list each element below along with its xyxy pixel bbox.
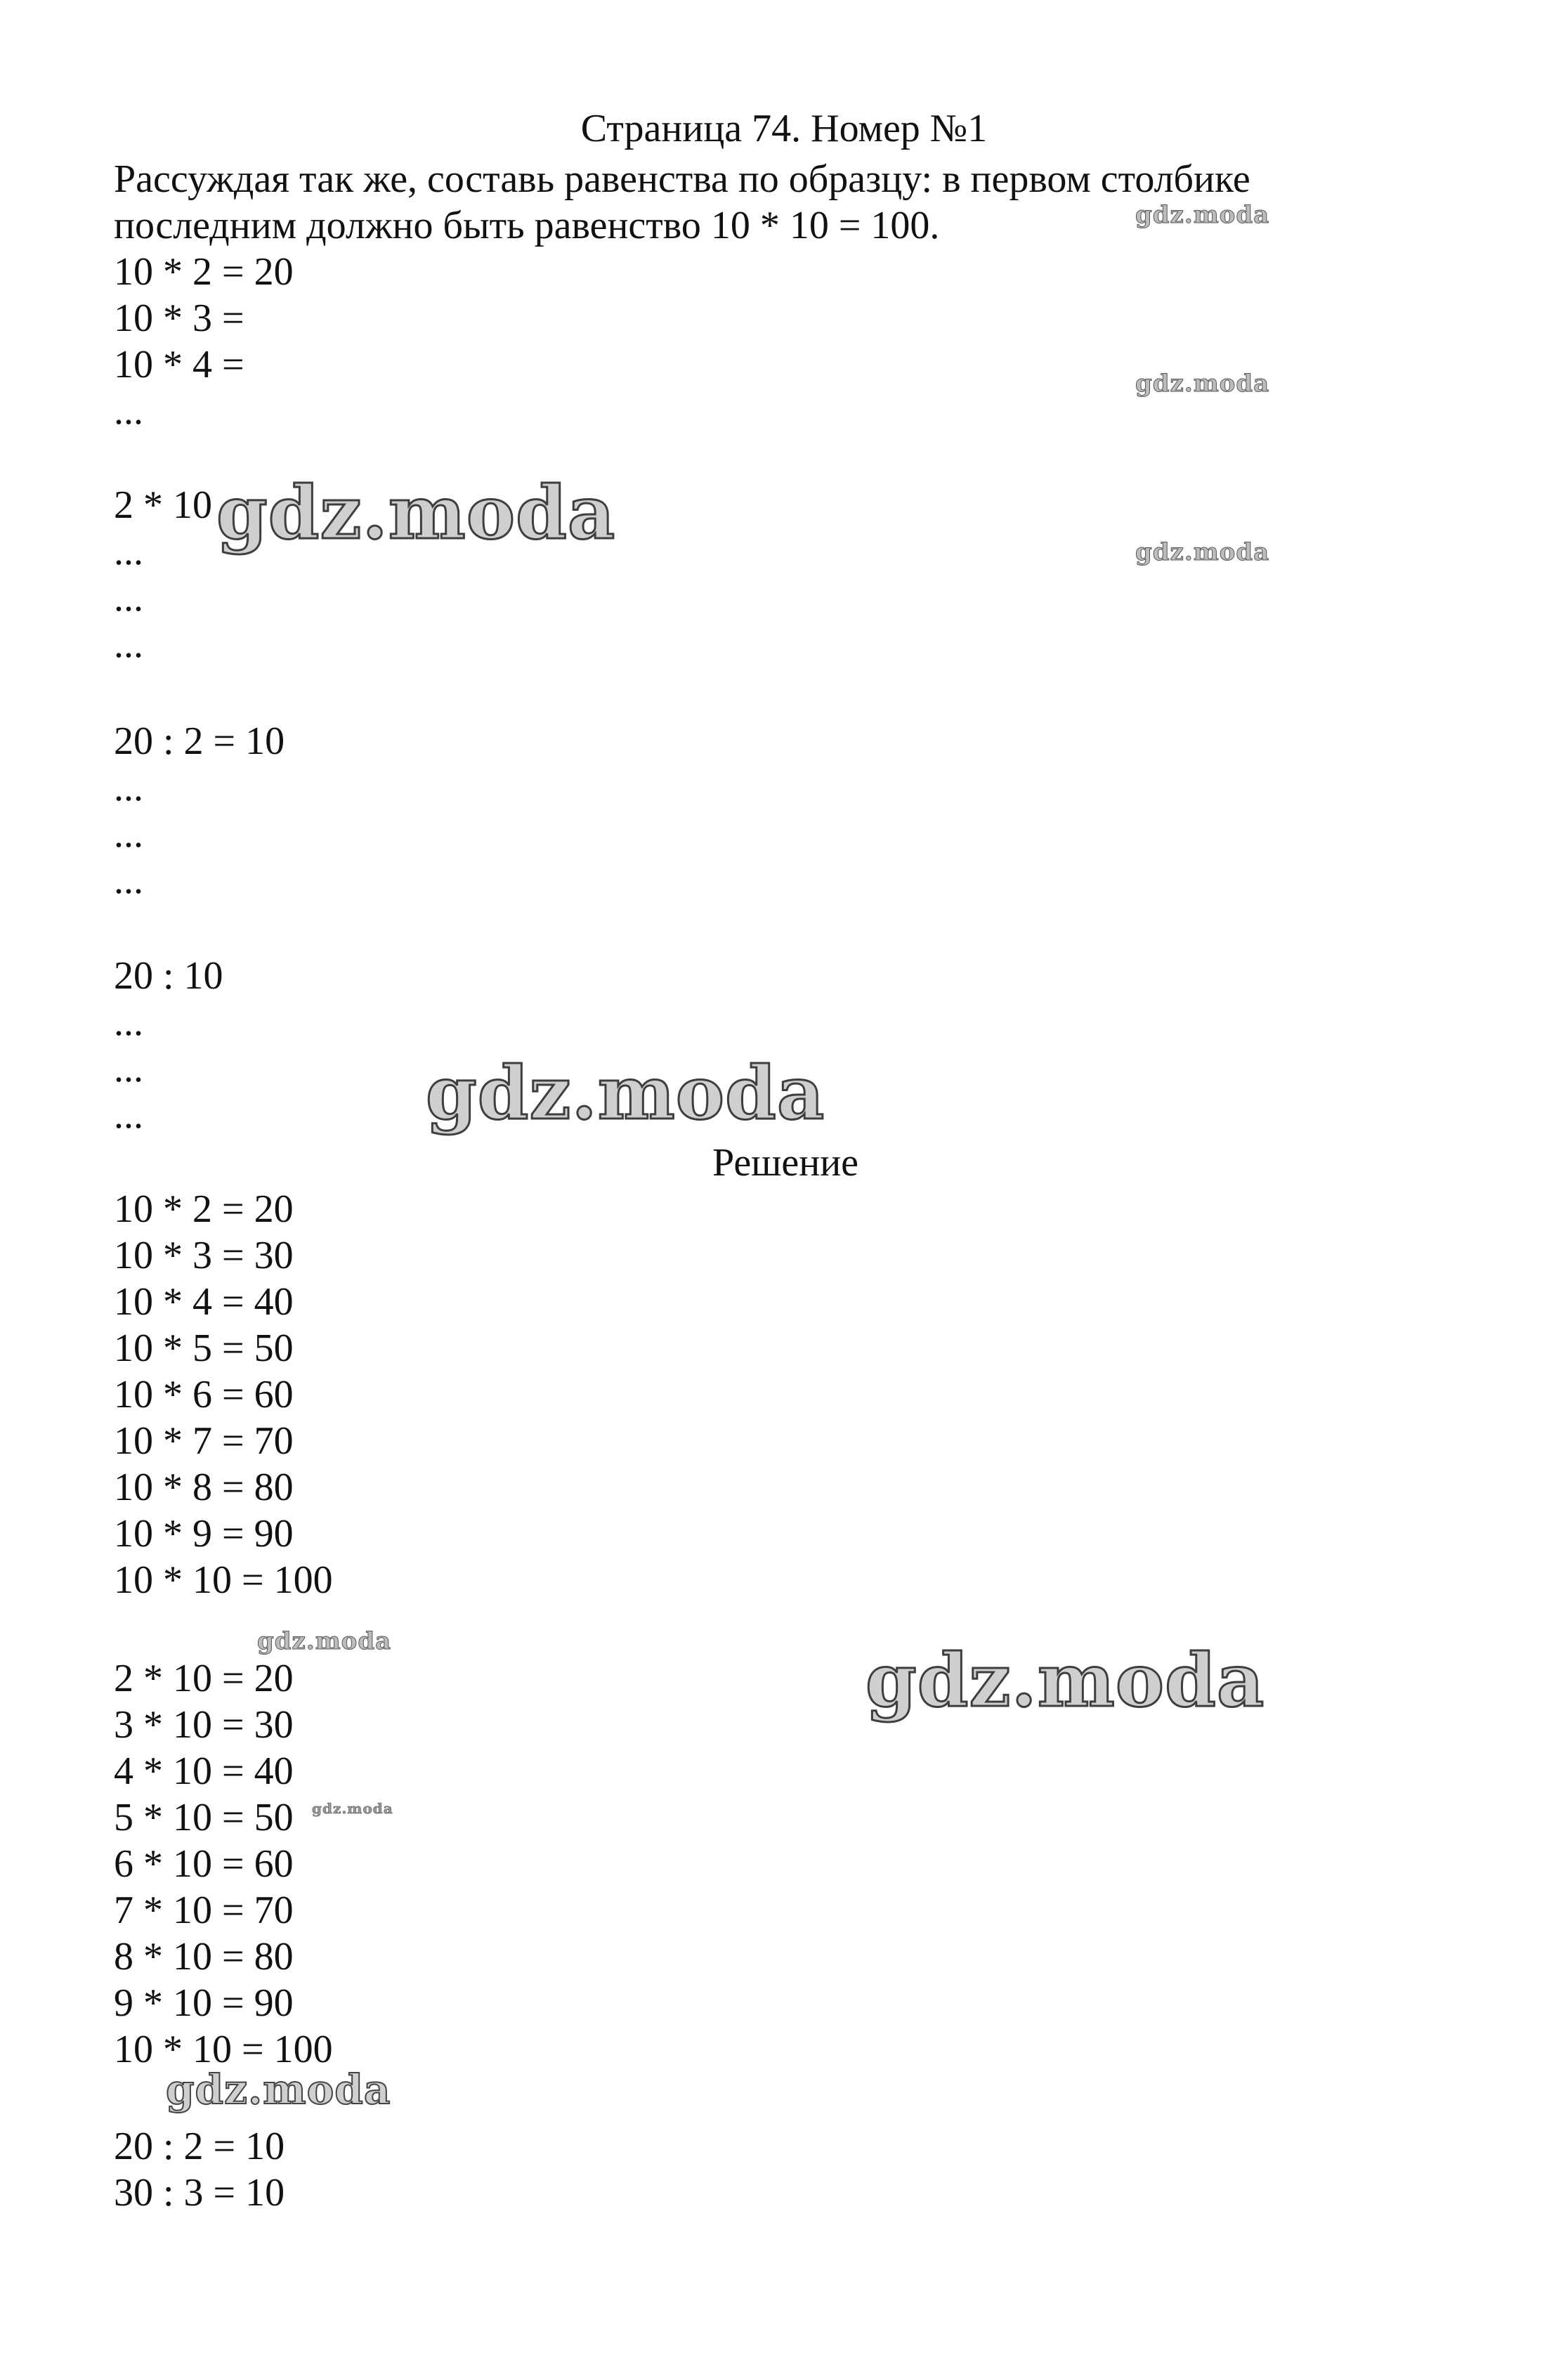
equation-line: 2 * 10 — [114, 483, 212, 527]
equation-line: 10 * 5 = 50 — [114, 1326, 294, 1370]
problem-block-2 — [114, 482, 212, 667]
equation-line: 10 * 2 = 20 — [114, 1187, 294, 1231]
equation-line: 2 * 10 = 20 — [114, 1657, 294, 1700]
task-statement — [114, 156, 1250, 249]
equation-line: 10 * 4 = 40 — [114, 1280, 294, 1324]
ellipsis-line: ... — [114, 859, 143, 902]
watermark-logo: gdz.moda — [1135, 538, 1270, 566]
equation-line: 20 : 10 — [114, 954, 223, 998]
solution-block-3 — [114, 2123, 285, 2216]
equation-line: 4 * 10 = 40 — [114, 1749, 294, 1793]
problem-block-4 — [114, 953, 223, 1138]
equation-line: 10 * 4 = — [114, 343, 244, 386]
ellipsis-line: ... — [114, 622, 143, 666]
watermark-logo: gdz.moda — [1135, 201, 1270, 229]
ellipsis-line: ... — [114, 1000, 143, 1044]
ellipsis-line: ... — [114, 1047, 143, 1090]
equation-line: 10 * 10 = 100 — [114, 1558, 333, 1602]
equation-line: 20 : 2 = 10 — [114, 2125, 285, 2168]
equation-line: 10 * 10 = 100 — [114, 2028, 333, 2071]
watermark-logo: gdz.moda — [1135, 370, 1270, 398]
equation-line: 30 : 3 = 10 — [114, 2171, 285, 2215]
solution-heading: Решение — [712, 1141, 859, 1185]
equation-line: 10 * 6 = 60 — [114, 1373, 294, 1416]
ellipsis-line: ... — [114, 576, 143, 620]
task-line: последним должно быть равенство 10 * 10 = 100. — [114, 204, 940, 247]
equation-line: 10 * 8 = 80 — [114, 1466, 294, 1509]
watermark-logo: gdz.moda — [312, 1800, 393, 1817]
solution-block-2 — [114, 1655, 333, 2073]
equation-line: 10 * 9 = 90 — [114, 1512, 294, 1556]
ellipsis-line: ... — [114, 812, 143, 856]
equation-line: 10 * 7 = 70 — [114, 1419, 294, 1463]
ellipsis-line: ... — [114, 530, 143, 573]
watermark-logo: gdz.moda — [426, 1050, 825, 1136]
watermark-logo: gdz.moda — [216, 469, 616, 556]
equation-line: 20 : 2 = 10 — [114, 719, 285, 763]
watermark-logo: gdz.moda — [257, 1627, 392, 1655]
watermark-logo: gdz.moda — [865, 1637, 1265, 1723]
problem-block-3 — [114, 718, 285, 904]
equation-line: 7 * 10 = 70 — [114, 1889, 294, 1932]
equation-line: 9 * 10 = 90 — [114, 1981, 294, 2025]
equation-line: 10 * 3 = — [114, 296, 244, 340]
ellipsis-line: ... — [114, 1093, 143, 1137]
equation-line: 3 * 10 = 30 — [114, 1703, 294, 1747]
equation-line: 6 * 10 = 60 — [114, 1842, 294, 1886]
task-line: Рассуждая так же, составь равенства по образцу: в первом столбике — [114, 157, 1250, 201]
equation-line: 8 * 10 = 80 — [114, 1935, 294, 1978]
watermark-logo: gdz.moda — [166, 2066, 391, 2113]
equation-line: 10 * 3 = 30 — [114, 1234, 294, 1277]
equation-line: 5 * 10 = 50 — [114, 1796, 294, 1839]
problem-block-1 — [114, 249, 294, 434]
ellipsis-line: ... — [114, 766, 143, 809]
ellipsis-line: ... — [114, 389, 143, 433]
solution-block-1 — [114, 1186, 333, 1603]
page-title: Страница 74. Номер №1 — [580, 107, 988, 150]
equation-line: 10 * 2 = 20 — [114, 250, 294, 294]
